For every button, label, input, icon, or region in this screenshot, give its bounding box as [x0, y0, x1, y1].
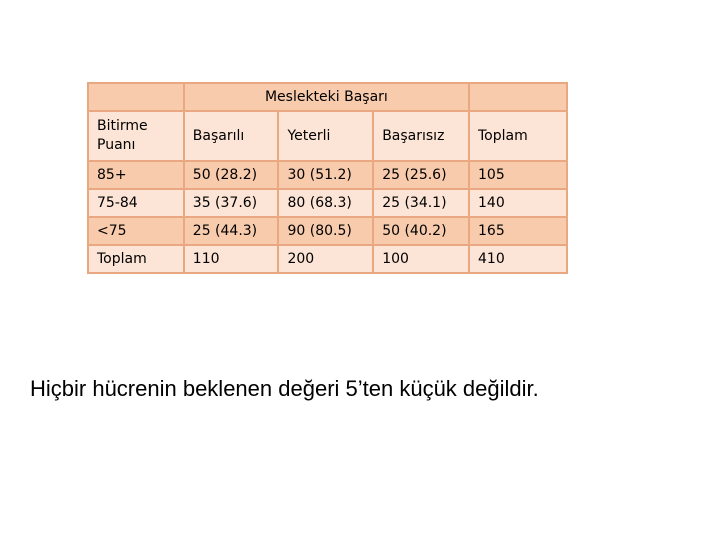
column-header-score: Bitirme Puanı	[88, 111, 184, 161]
row-total-cell: 165	[469, 217, 567, 245]
row-label-cell: <75	[88, 217, 184, 245]
row-label-cell: 85+	[88, 161, 184, 189]
column-header-successful: Başarılı	[184, 111, 279, 161]
table-total-row	[88, 245, 567, 273]
table-cell: 200	[278, 245, 373, 273]
row-label-cell: 75-84	[88, 189, 184, 217]
table-cell: 50 (28.2)	[184, 161, 279, 189]
table-row	[88, 189, 567, 217]
table-cell: 50 (40.2)	[373, 217, 469, 245]
table-cell: 25 (25.6)	[373, 161, 469, 189]
table-cell: 25 (34.1)	[373, 189, 469, 217]
table-cell: 90 (80.5)	[278, 217, 373, 245]
contingency-table-container	[87, 82, 568, 274]
table-group-header-row	[88, 83, 567, 111]
row-label-cell: Toplam	[88, 245, 184, 273]
table-cell: 25 (44.3)	[184, 217, 279, 245]
table-cell: 30 (51.2)	[278, 161, 373, 189]
header-empty-cell	[469, 83, 567, 111]
table-cell: 80 (68.3)	[278, 189, 373, 217]
group-header-cell: Meslekteki Başarı	[184, 83, 469, 111]
column-header-adequate: Yeterli	[278, 111, 373, 161]
table-cell: 110	[184, 245, 279, 273]
column-header-total: Toplam	[469, 111, 567, 161]
column-header-unsuccessful: Başarısız	[373, 111, 469, 161]
table-cell: 100	[373, 245, 469, 273]
row-total-cell: 140	[469, 189, 567, 217]
header-empty-cell	[88, 83, 184, 111]
grand-total-cell: 410	[469, 245, 567, 273]
footnote-text: Hiçbir hücrenin beklenen değeri 5’ten küçük değildir.	[30, 376, 539, 401]
table-cell: 35 (37.6)	[184, 189, 279, 217]
table-column-header-row	[88, 111, 567, 161]
table-row	[88, 161, 567, 189]
table-row	[88, 217, 567, 245]
contingency-table	[87, 82, 568, 274]
row-total-cell: 105	[469, 161, 567, 189]
